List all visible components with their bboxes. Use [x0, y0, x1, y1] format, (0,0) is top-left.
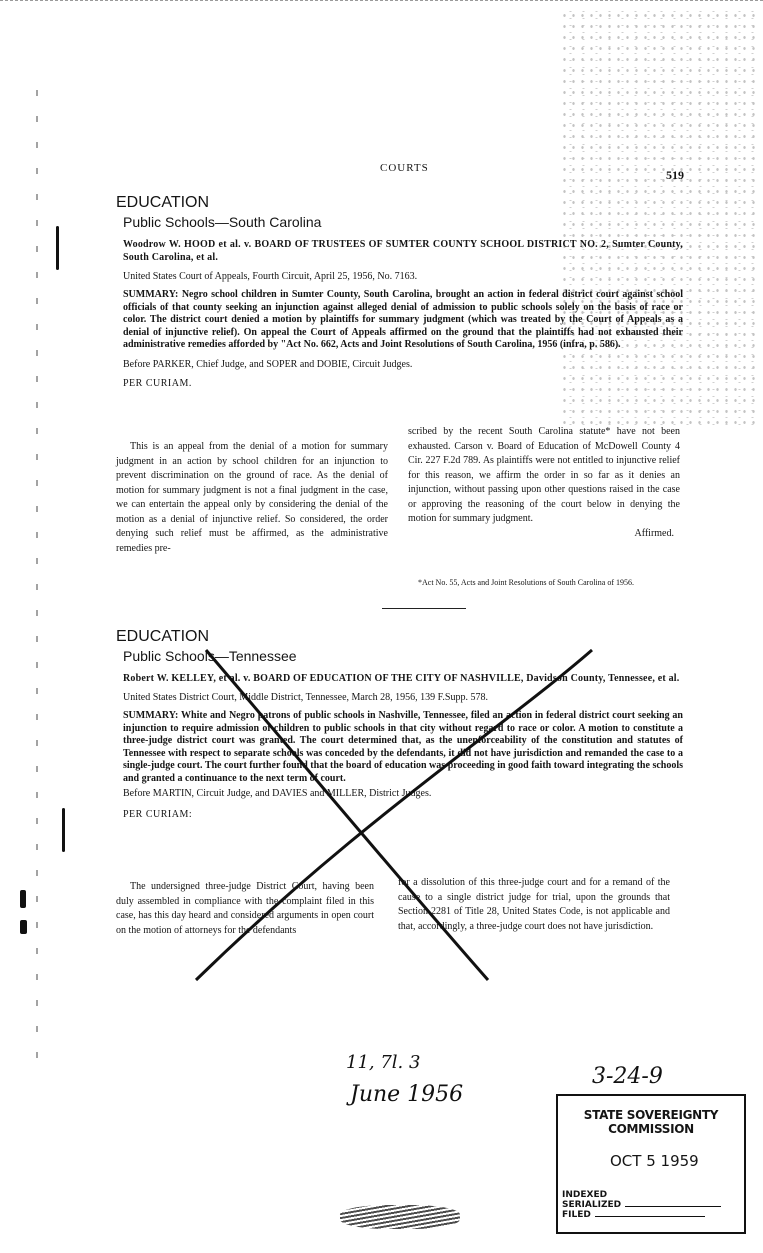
stamp-line: [595, 1216, 705, 1217]
per-curiam: PER CURIAM.: [123, 377, 192, 389]
margin-mark: [56, 226, 59, 270]
stamp-serialized-label: SERIALIZED: [562, 1200, 622, 1210]
opinion-column-right: [398, 876, 670, 934]
case-title: Robert W. KELLEY, et al. v. BOARD OF EDUCATION OF THE CITY OF NASHVILLE, Davidson County, Tennessee, et al.: [123, 673, 680, 684]
case-summary: SUMMARY: White and Negro patrons of public schools in Nashville, Tennessee, filed an action in federal district court seeking an injunction to require admission of children to public schools in that city without regard to race or color. A motion to constitute a three-judge district court was granted. The court determined that, as the unenforceability of the constitution and statutes of Tennessee with respect to separate schools was conceded by the defendants, it did not have jurisdiction and remanded the case to a single-judge court. The court further found that the board of education was proceeding in good faith toward integrating the schools and granted a continuance to the next term of court.: [123, 710, 683, 784]
opinion-column-left: [116, 440, 388, 556]
page-top-edge: [0, 0, 763, 3]
section-title: EDUCATION: [116, 628, 210, 645]
stamp-filed-row: [562, 1210, 705, 1220]
per-curiam: PER CURIAM:: [123, 809, 193, 820]
before-judges: Before MARTIN, Circuit Judge, and DAVIES and MILLER, District Judges.: [123, 788, 432, 799]
footnote: *Act No. 55, Acts and Joint Resolutions of South Carolina of 1956.: [418, 578, 634, 587]
stamp-date: OCT 5 1959: [610, 1152, 699, 1170]
stamp-line: [625, 1206, 721, 1207]
case-summary: SUMMARY: Negro school children in Sumter County, South Carolina, brought an action in federal district court against school officials of that county seeking an injunction against alleged denial of admission to public schools solely on the basis of race or color. The district court denied a motion by plaintiffs for summary judgment (which was treated by the Court of Appeals as a denial of injunctive relief). On appeal the Court of Appeals affirmed on the ground that the plaintiffs had not exhausted their administrative remedies afforded by "Act No. 662, Acts and Joint Resolutions of South Carolina, 1956 (infra, p. 586).: [123, 289, 683, 350]
case-header: [123, 672, 683, 821]
court-line: United States District Court, Middle District, Tennessee, March 28, 1956, 139 F.Supp. 578.: [123, 692, 488, 703]
page-number: 519: [666, 168, 684, 182]
opinion-text: The undersigned three-judge District Court, having been duly assembled in compliance with the complaint filed in this case, has this day heard and considered arguments in open court on the motion of attorneys for the defendants: [116, 881, 374, 936]
opinion-text: for a dissolution of this three-judge court and for a remand of the cause to a single district judge for trial, upon the grounds that Section 2281 of Title 28, United States Code, is not applicable and that, accordingly, a three-judge court does not have jurisdiction.: [398, 877, 670, 932]
case-header: [123, 238, 683, 390]
disposition: Affirmed.: [634, 527, 674, 539]
margin-mark: [20, 920, 27, 934]
redacted-signature: [340, 1205, 460, 1229]
stamp-filed-label: FILED: [562, 1210, 591, 1220]
running-head: COURTS: [380, 162, 429, 174]
section-divider: [382, 608, 466, 609]
margin-mark: [62, 808, 65, 852]
stamp-indexed-row: [562, 1190, 607, 1200]
section-title: EDUCATION: [116, 194, 210, 211]
opinion-column-right: [408, 425, 680, 541]
opinion-text: scribed by the recent South Carolina statute* have not been exhausted. Carson v. Board of Education of McDowell County 4 Cir. 227 F.2d 789. As plaintiffs were not entitled to injunctive relief for this reason, we affirm the order in so far as it denies an injunction, without passing upon other questions raised in the case or approving the reasoning of the court below in denying the motion for summary judgment.: [408, 426, 680, 524]
commission-stamp: [556, 1094, 746, 1234]
stamp-indexed-label: INDEXED: [562, 1190, 608, 1200]
binding-holes: [36, 90, 38, 1070]
handwritten-file-number: 3-24-9: [592, 1064, 663, 1089]
case-title: Woodrow W. HOOD et al. v. BOARD OF TRUSTEES OF SUMTER COUNTY SCHOOL DISTRICT NO. 2, Sumter County, South Carolina, et al.: [123, 239, 683, 263]
section-subtitle: Public Schools—Tennessee: [123, 648, 297, 664]
handwritten-number: 11, 7l. 3: [346, 1052, 421, 1073]
handwritten-date: June 1956: [350, 1082, 464, 1107]
before-judges: Before PARKER, Chief Judge, and SOPER and DOBIE, Circuit Judges.: [123, 358, 413, 370]
opinion-text: This is an appeal from the denial of a motion for summary judgment in an action by school children for an injunction to prevent discrimination on the ground of race. As the denial of motion for summary judgment is not a final judgment in the case, we can entertain the appeal only by considering the denial of the motion as a denial of injunctive relief. So considered, the order denying such relief must be affirmed, as the administrative remedies pre-: [116, 441, 388, 554]
opinion-column-left: [116, 880, 374, 938]
stamp-serialized-row: [562, 1200, 721, 1210]
margin-mark: [20, 890, 26, 908]
court-line: United States Court of Appeals, Fourth Circuit, April 25, 1956, No. 7163.: [123, 271, 418, 282]
stamp-title: STATE SOVEREIGNTY COMMISSION: [583, 1108, 719, 1136]
section-subtitle: Public Schools—South Carolina: [123, 214, 322, 230]
